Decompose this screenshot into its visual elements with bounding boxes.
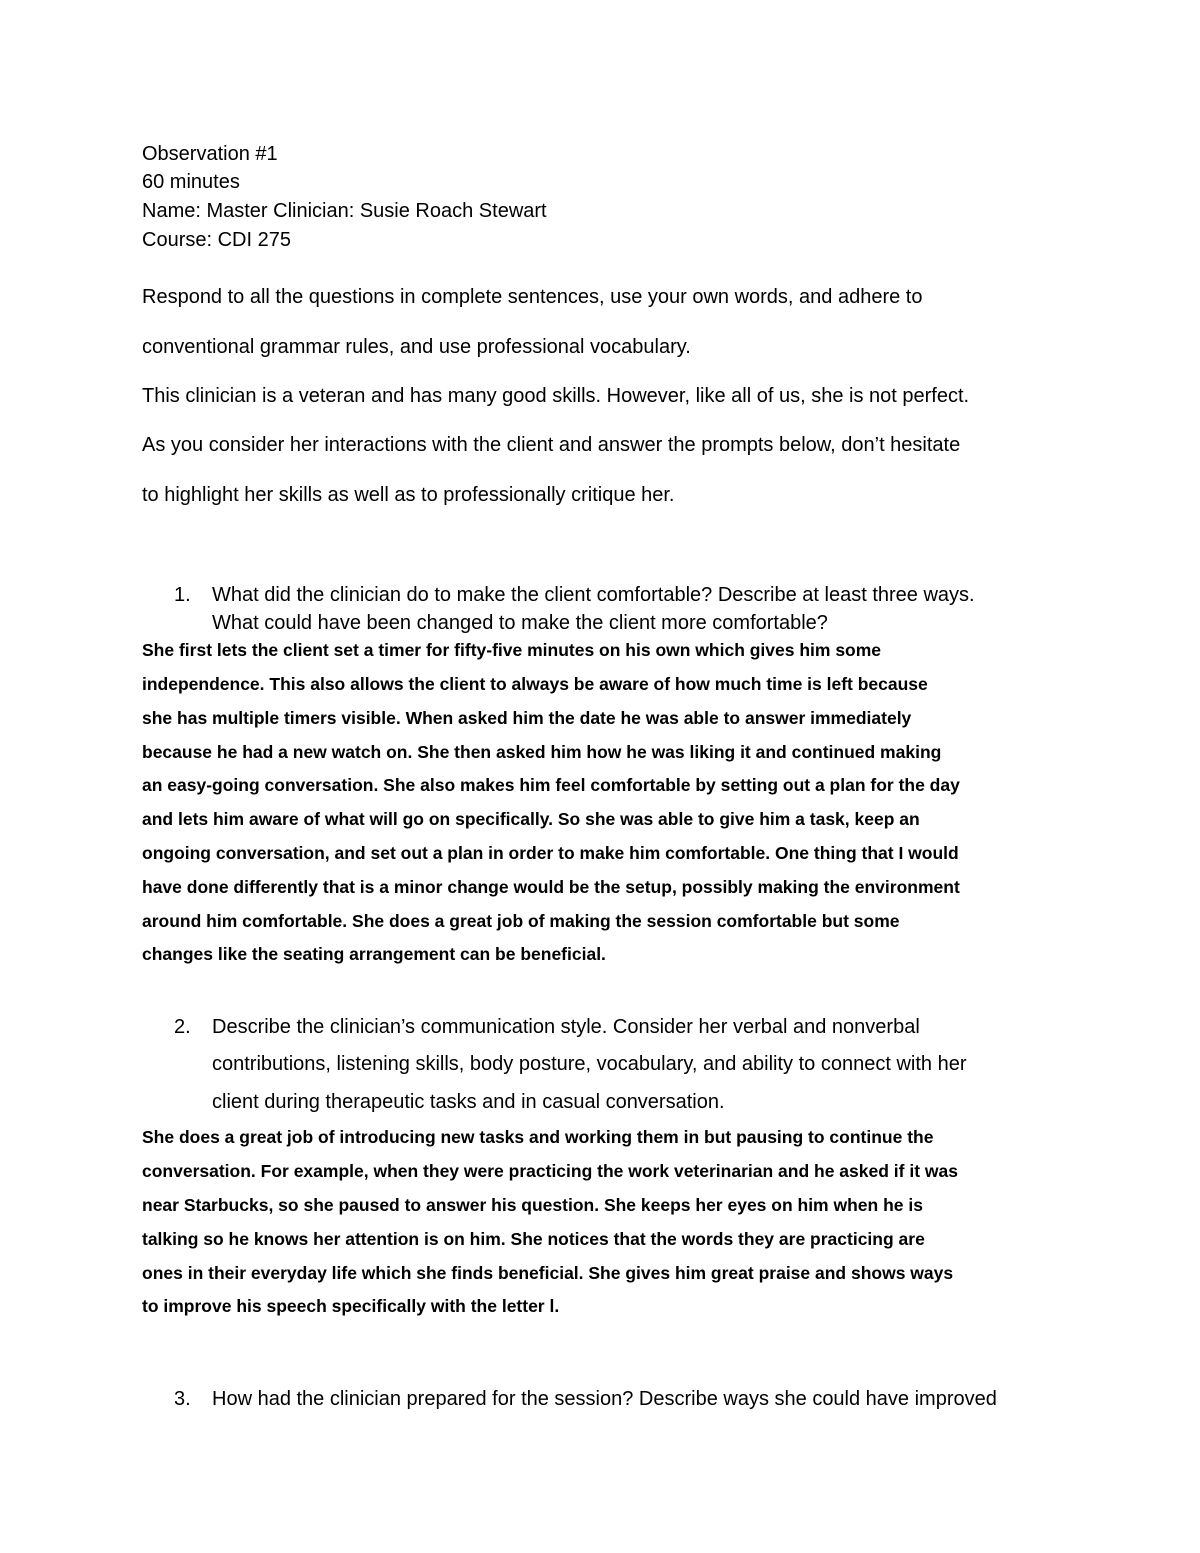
- question-text: Describe the clinician’s communication style. Consider her verbal and nonverbal: [212, 1016, 920, 1038]
- answer-line: because he had a new watch on. She then asked him how he was liking it and continued making: [142, 742, 942, 762]
- answer-line: around him comfortable. She does a great job of making the session comfortable but some: [142, 911, 900, 931]
- answer-line: to improve his speech specifically with the letter l.: [142, 1296, 560, 1316]
- question-text: What could have been changed to make the client more comfortable?: [212, 612, 828, 634]
- answer-line: independence. This also allows the client to always be aware of how much time is left because: [142, 674, 928, 694]
- answer-line: ones in their everyday life which she finds beneficial. She gives him great praise and shows ways: [142, 1263, 954, 1283]
- intro-line: This clinician is a veteran and has many good skills. However, like all of us, she is not perfect.: [142, 385, 970, 407]
- question-text: How had the clinician prepared for the session? Describe ways she could have improved: [212, 1388, 997, 1410]
- answer-line: an easy-going conversation. She also makes him feel comfortable by setting out a plan for the day: [142, 775, 960, 795]
- clinician-name-line: Name: Master Clinician: Susie Roach Stewart: [142, 200, 547, 222]
- answer-line: changes like the seating arrangement can be beneficial.: [142, 944, 606, 964]
- question-text: What did the clinician do to make the client comfortable? Describe at least three ways.: [212, 584, 975, 606]
- intro-line: Respond to all the questions in complete sentences, use your own words, and adhere to: [142, 286, 923, 308]
- answer-line: She first lets the client set a timer for fifty-five minutes on his own which gives him some: [142, 640, 882, 660]
- question-number: 2.: [174, 1016, 191, 1038]
- intro-line: conventional grammar rules, and use professional vocabulary.: [142, 336, 691, 358]
- answer-line: near Starbucks, so she paused to answer his question. She keeps her eyes on him when he is: [142, 1195, 923, 1215]
- answer-line: She does a great job of introducing new tasks and working them in but pausing to continue the: [142, 1127, 934, 1147]
- course-line: Course: CDI 275: [142, 229, 291, 251]
- answer-line: talking so he knows her attention is on him. She notices that the words they are practicing are: [142, 1229, 925, 1249]
- answer-line: have done differently that is a minor change would be the setup, possibly making the environment: [142, 877, 960, 897]
- answer-line: and lets him aware of what will go on specifically. So she was able to give him a task, keep an: [142, 809, 920, 829]
- duration-line: 60 minutes: [142, 171, 240, 193]
- question-text: client during therapeutic tasks and in casual conversation.: [212, 1091, 725, 1113]
- observation-title: Observation #1: [142, 143, 278, 165]
- question-number: 3.: [174, 1388, 191, 1410]
- intro-line: As you consider her interactions with the client and answer the prompts below, don’t hesitate: [142, 434, 961, 456]
- answer-line: she has multiple timers visible. When asked him the date he was able to answer immediately: [142, 708, 912, 728]
- question-number: 1.: [174, 584, 191, 606]
- answer-line: conversation. For example, when they were practicing the work veterinarian and he asked if it was: [142, 1161, 958, 1181]
- intro-line: to highlight her skills as well as to professionally critique her.: [142, 484, 675, 506]
- question-text: contributions, listening skills, body posture, vocabulary, and ability to connect with her: [212, 1053, 967, 1075]
- answer-line: ongoing conversation, and set out a plan in order to make him comfortable. One thing that I would: [142, 843, 959, 863]
